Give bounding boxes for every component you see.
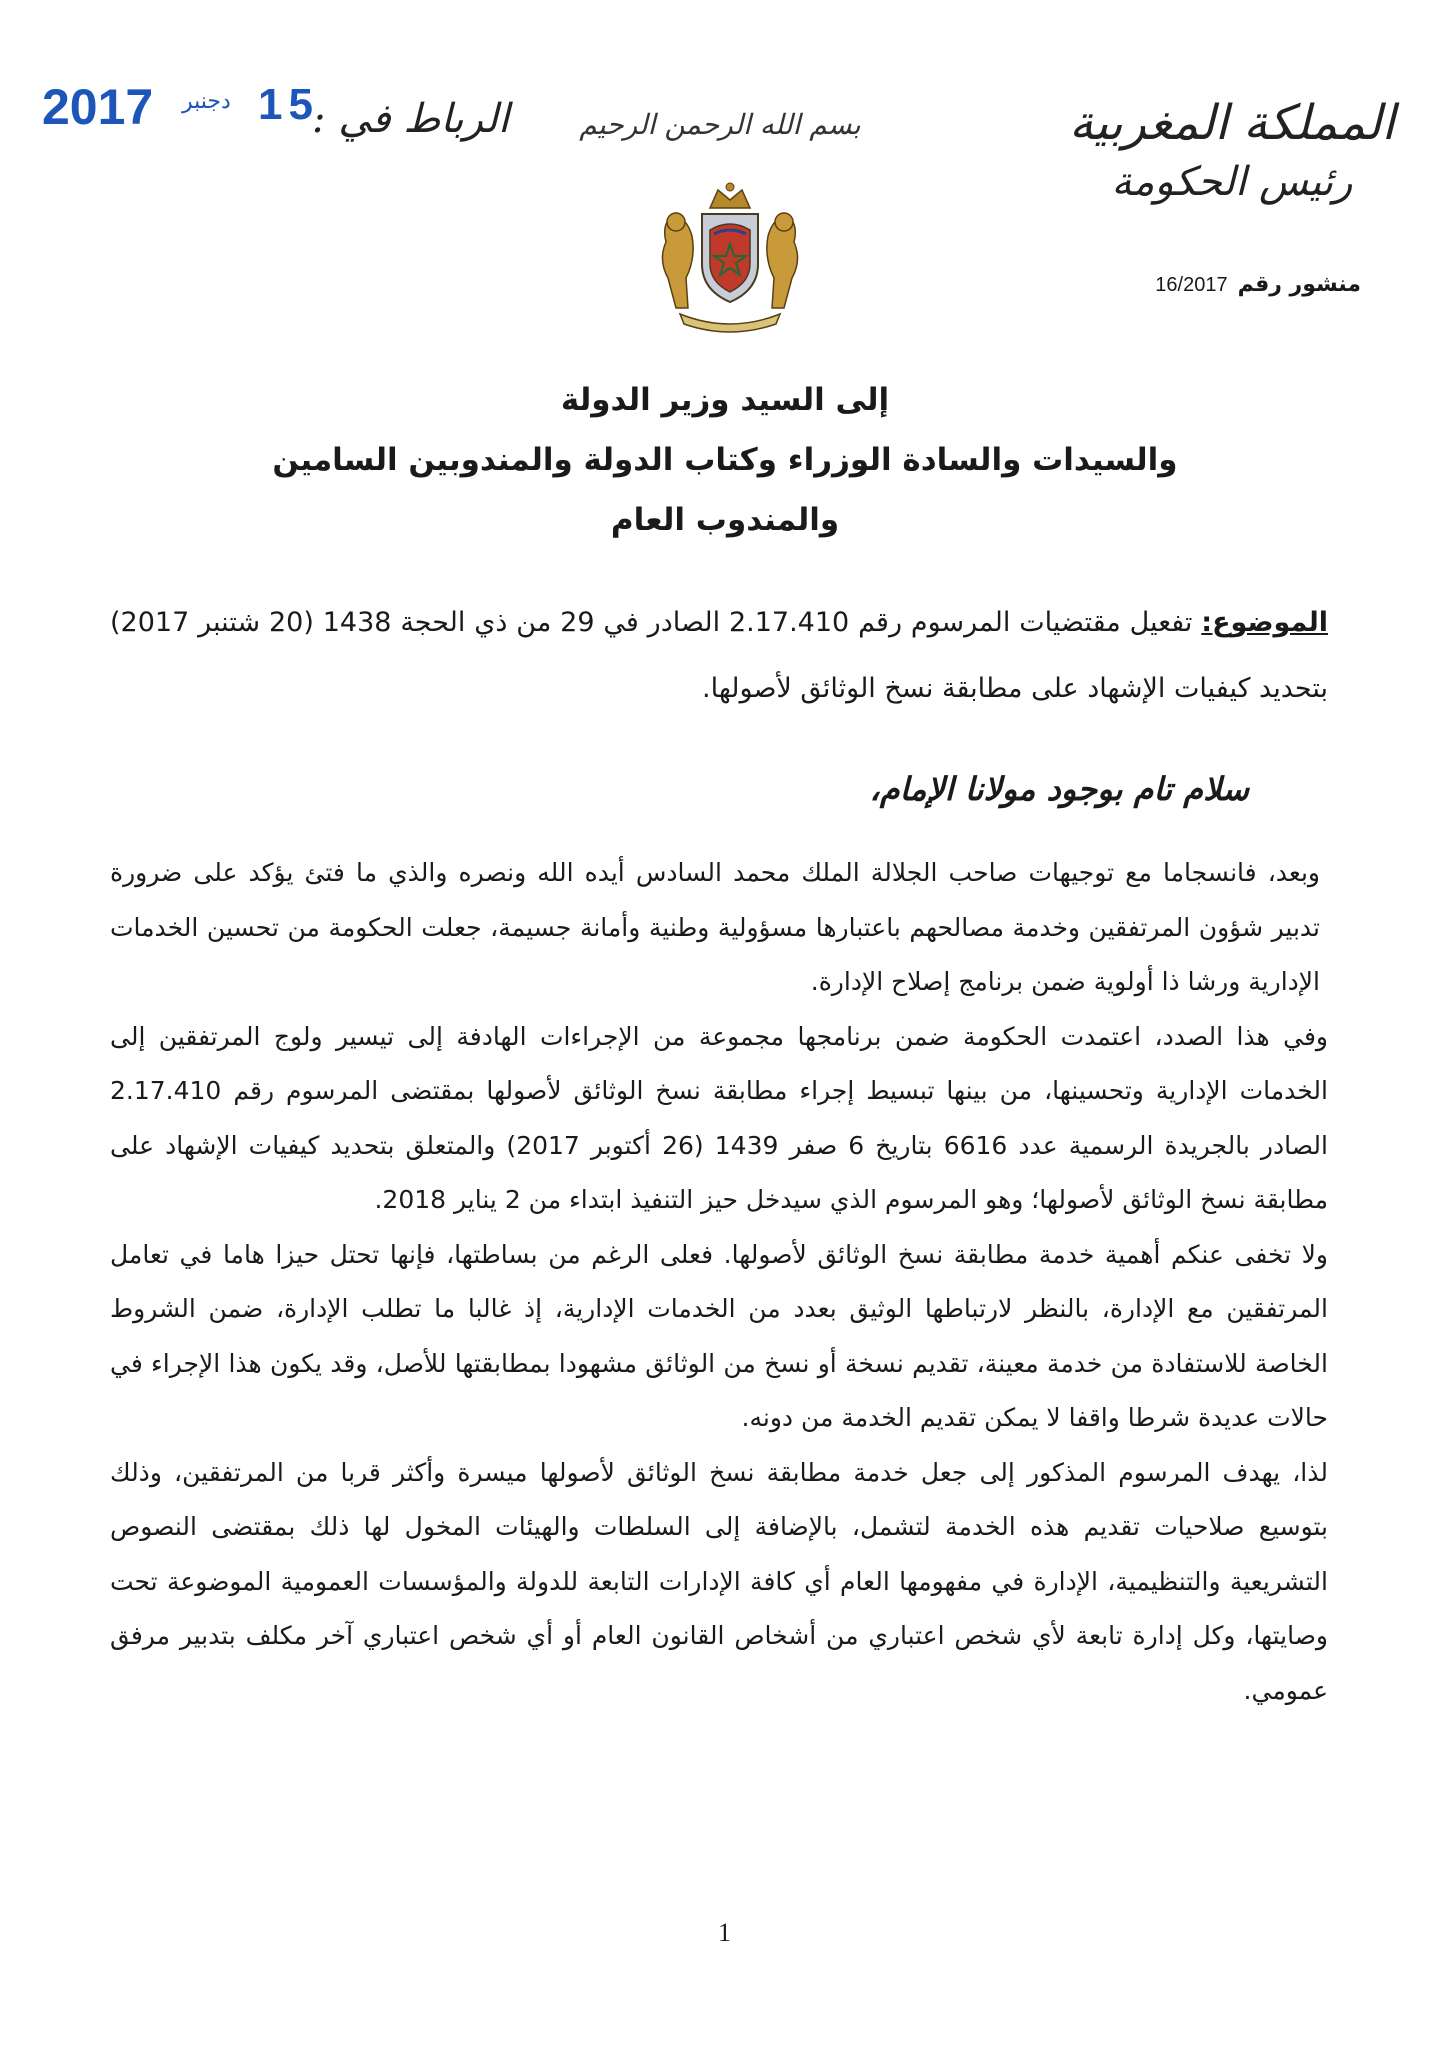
circular-number: 16/2017	[1155, 274, 1228, 296]
place-label: الرباط في :	[312, 96, 510, 142]
stamp-year: 2017	[42, 79, 154, 135]
office-name: رئيس الحكومة	[1111, 159, 1353, 205]
stamp-month: دجنبر	[182, 88, 231, 113]
paragraph: وبعد، فانسجاما مع توجيهات صاحب الجلالة الملك محمد السادس أيده الله ونصره والذي ما فتئ يؤكد على ضرورة تدبير شؤون المرتفقين وخدمة مصالحهم باعتبارها مسؤولية وطنية وأمانة جسيمة، جعلت الحكومة من تحسين الخدمات الإدارية ورشا ذا أولوية ضمن برنامج إصلاح الإدارة.	[110, 858, 1320, 996]
greeting: سلام تام بوجود مولانا الإمام،	[869, 770, 1249, 808]
letter-body	[110, 846, 1328, 1718]
addressee-line-1: إلى السيد وزير الدولة	[560, 382, 890, 418]
subject-block	[110, 590, 1328, 722]
circular-label: منشور رقم	[1237, 272, 1361, 297]
coat-of-arms-icon	[640, 178, 820, 338]
paragraph: ولا تخفى عنكم أهمية خدمة مطابقة نسخ الوثائق لأصولها. فعلى الرغم من بساطتها، فإنها تحتل حيزا هاما في تعامل المرتفقين مع الإدارة، بالنظر لارتباطها الوثيق بعدد من الخدمات الإدارية، إذ غالبا ما تطلب الإدارة، ضمن الشروط الخاصة للاستفادة من خدمة معينة، تقديم نسخة أو نسخ من الوثائق مشهودا بمطابقتها للأصل، وقد يكون هذا الإجراء في حالات عديدة شرطا واقفا لا يمكن تقديم الخدمة من دونه.	[110, 1239, 1328, 1432]
stamp-day: 15	[258, 80, 319, 129]
subject-text: تفعيل مقتضيات المرسوم رقم 2.17.410 الصادر في 29 من ذي الحجة 1438 (20 شتنبر 2017) بتحديد كيفيات الإشهاد على مطابقة نسخ الوثائق لأصولها.	[110, 607, 1328, 704]
addressee-line-3: والمندوب العام	[610, 502, 840, 538]
addressee-line-2: والسيدات والسادة الوزراء وكتاب الدولة والمندوبين السامين	[272, 442, 1178, 478]
subject-label: الموضوع:	[1201, 607, 1328, 638]
letterhead	[1067, 92, 1397, 210]
circular-reference	[1155, 272, 1361, 297]
paragraph: وفي هذا الصدد، اعتمدت الحكومة ضمن برنامجها مجموعة من الإجراءات الهادفة إلى تيسير ولوج المرتفقين إلى الخدمات الإدارية وتحسينها، من بينها تبسيط إجراء مطابقة نسخ الوثائق لأصولها بمقتضى المرسوم رقم 2.17.410 الصادر بالجريدة الرسمية عدد 6616 بتاريخ 6 صفر 1439 (26 أكتوبر 2017) والمتعلق بتحديد كيفيات الإشهاد على مطابقة نسخ الوثائق لأصولها؛ وهو المرسوم الذي سيدخل حيز التنفيذ ابتداء من 2 يناير 2018.	[110, 1021, 1328, 1214]
basmala: بسم الله الرحمن الرحيم	[579, 108, 861, 141]
kingdom-name: المملكة المغربية	[1069, 95, 1395, 151]
paragraph: لذا، يهدف المرسوم المذكور إلى جعل خدمة مطابقة نسخ الوثائق لأصولها ميسرة وأكثر قربا من المرتفقين، وذلك بتوسيع صلاحيات تقديم هذه الخدمة لتشمل، بالإضافة إلى السلطات والهيئات المخول لها ذلك بمقتضى النصوص التشريعية والتنظيمية، الإدارة في مفهومها العام أي كافة الإدارات التابعة للدولة والمؤسسات العمومية الموضوعة تحت وصايتها، وكل إدارة تابعة لأي شخص اعتباري من أشخاص القانون العام أو أي شخص اعتباري آخر مكلف بتدبير مرفق عمومي.	[110, 1457, 1328, 1705]
page-number: 1	[718, 1918, 731, 1947]
